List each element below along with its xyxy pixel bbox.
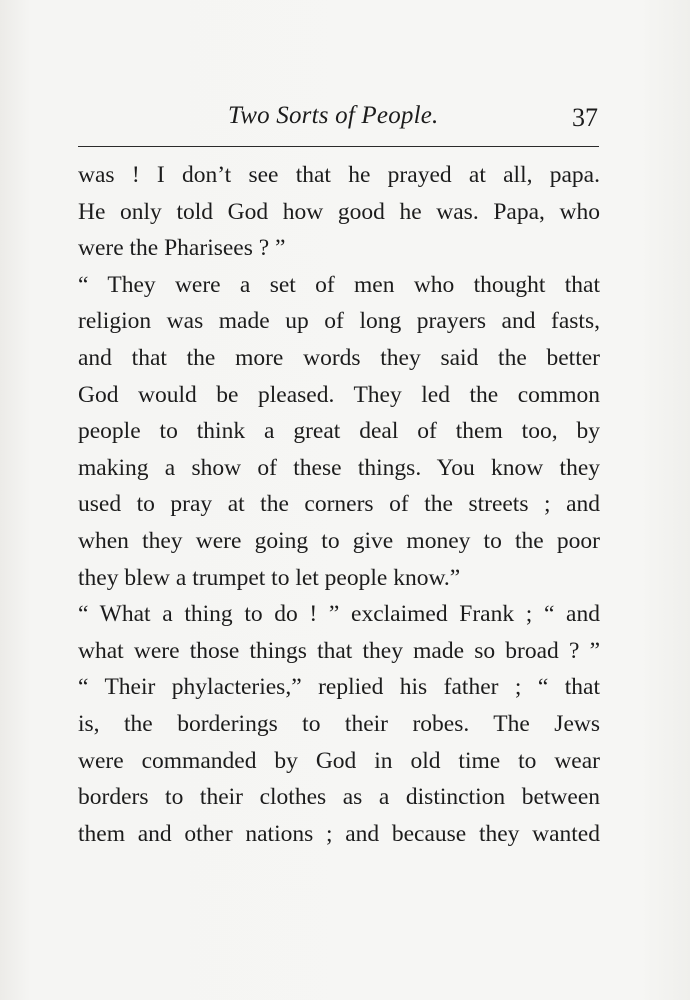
text-line: He only told God how good he was. Papa, who [78, 198, 600, 225]
body-text [78, 157, 600, 852]
text-line: what were those things that they made so broad ? ” [78, 637, 600, 664]
text-line: people to think a great deal of them too, by [78, 418, 600, 445]
text-line: used to pray at the corners of the streets ; and [78, 491, 600, 518]
text-line: was ! I don’t see that he prayed at all, papa. [78, 162, 600, 188]
text-line: were commanded by God in old time to wear [78, 747, 600, 774]
header-rule [78, 146, 599, 147]
running-title: Two Sorts of People. [228, 102, 439, 129]
page-number: 37 [572, 103, 598, 132]
text-line: them and other nations ; and because they wanted [78, 820, 600, 847]
text-line: making a show of these things. You know they [78, 454, 600, 481]
text-line: is, the borderings to their robes. The Jews [78, 710, 600, 737]
page-header [78, 102, 600, 142]
text-line: and that the more words they said the better [78, 344, 600, 371]
text-line: were the Pharisees ? ” [78, 235, 286, 262]
text-line: “ They were a set of men who thought that [78, 271, 600, 298]
text-line: “ Their phylacteries,” replied his father ; “ that [78, 674, 600, 701]
text-line: borders to their clothes as a distinction between [78, 784, 600, 811]
text-line: religion was made up of long prayers and fasts, [78, 308, 600, 335]
text-line: God would be pleased. They led the common [78, 381, 600, 408]
text-line: “ What a thing to do ! ” exclaimed Frank ; “ and [78, 601, 600, 628]
text-line: they blew a trumpet to let people know.” [78, 564, 461, 591]
text-line: when they were going to give money to the poor [78, 527, 600, 554]
